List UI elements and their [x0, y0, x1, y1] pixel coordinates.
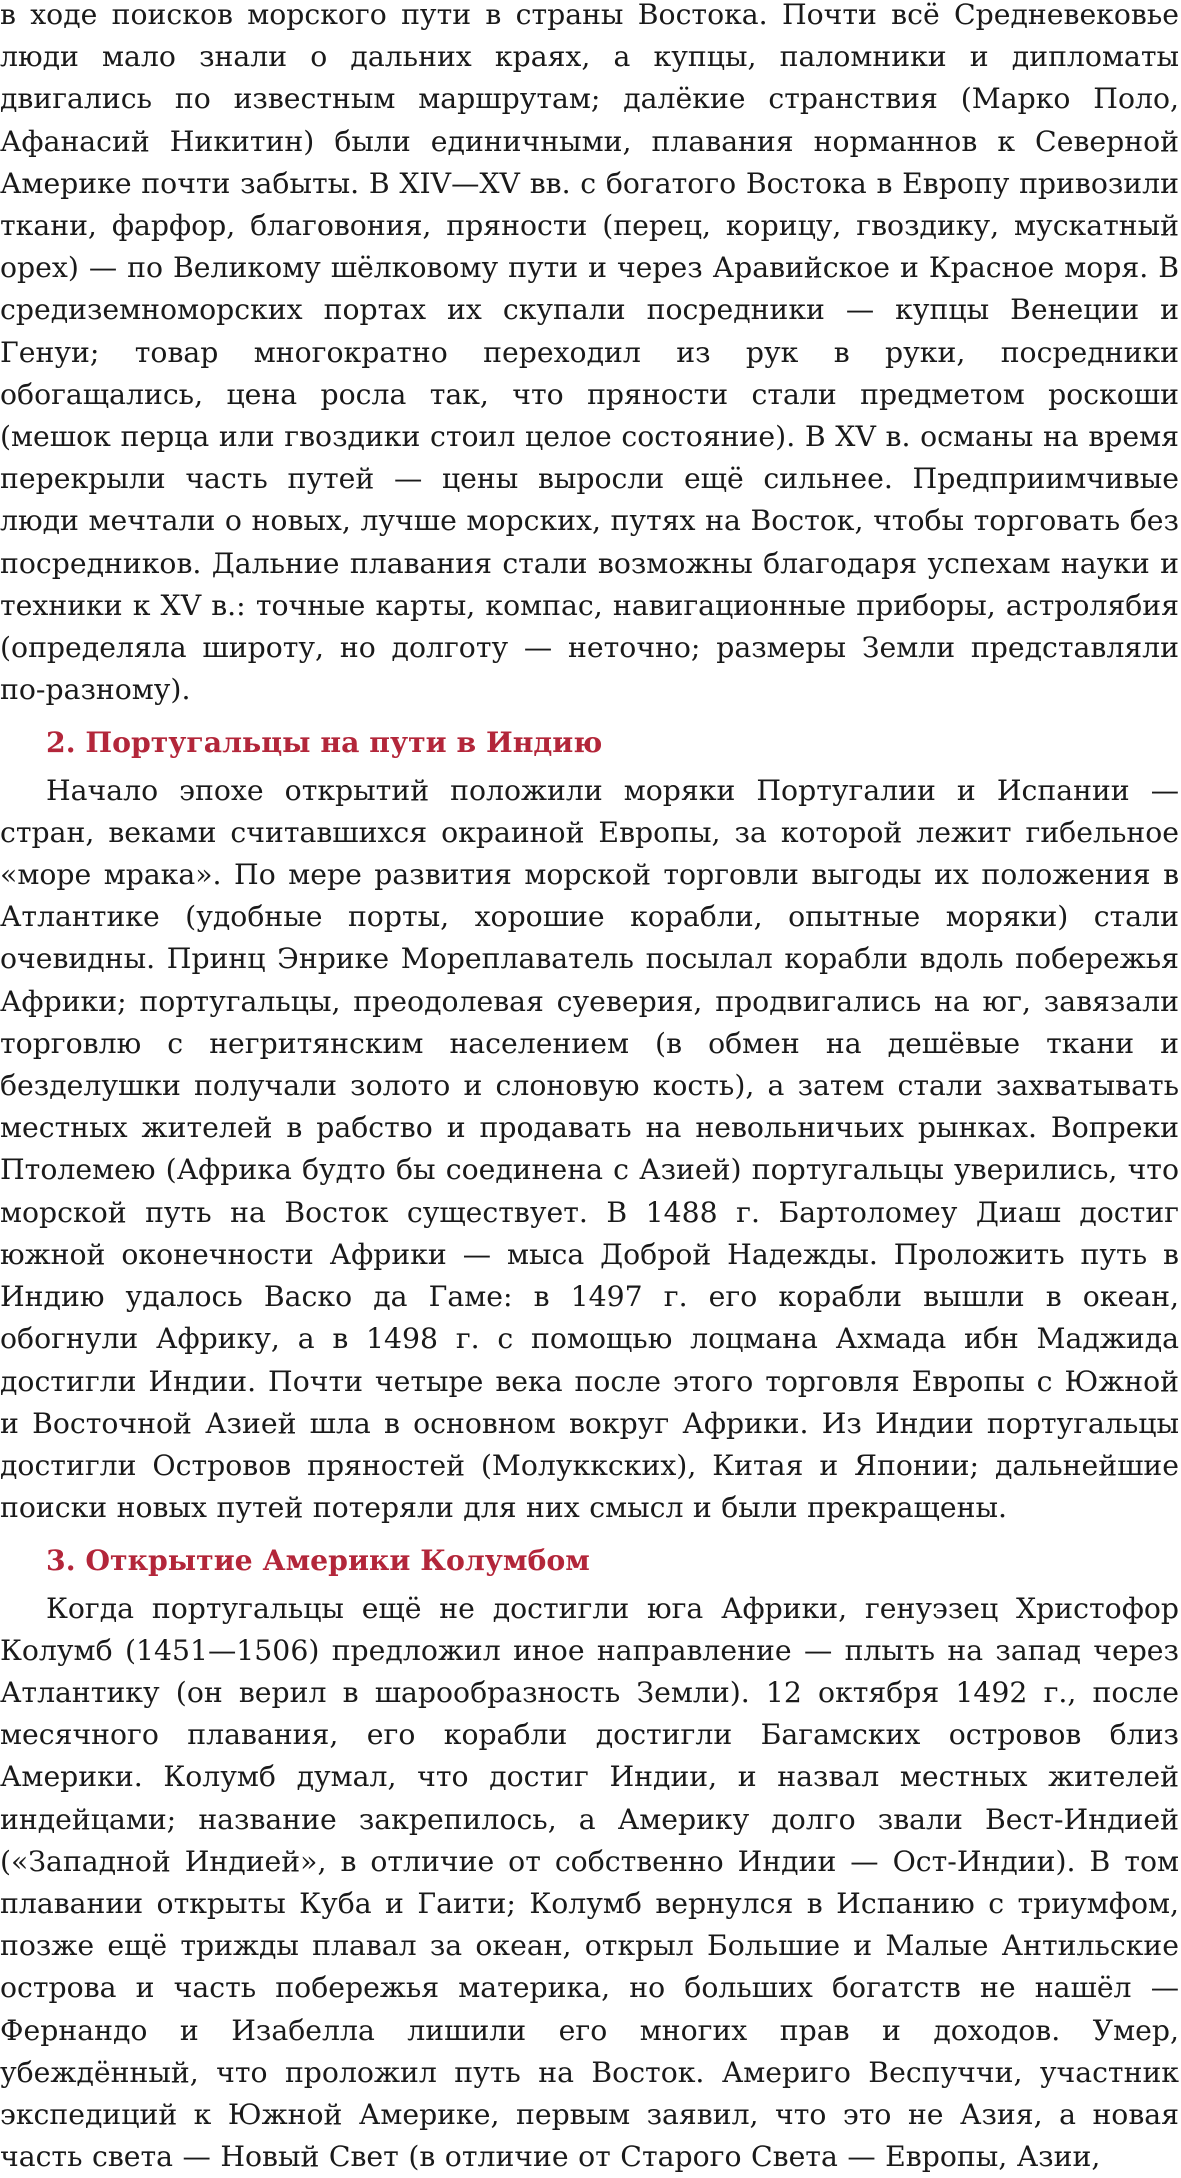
paragraph-intro: в ходе поисков морского пути в страны Востока. Почти всё Средневековье люди мало знали о дальних краях, а купцы, паломники и дипломаты двигались по известным маршрутам; далёкие странствия (Марко Поло, Афанасий Никитин) были единичными, плавания норманнов к Северной Америке почти забыты. В XIV—XV вв. с богатого Востока в Европу привозили ткани, фарфор, благовония, пряности (перец, корицу, гвоздику, мускатный орех) — по Великому шёлковому пути и через Аравийское и Красное моря. В средиземноморских портах их скупали посредники — купцы Венеции и Генуи; товар многократно переходил из рук в руки, посредники обогащались, цена росла так, что пряности стали предметом роскоши (мешок перца или гвоздики стоил целое состояние). В XV в. османы на время перекрыли часть путей — цены выросли ещё сильнее. Предприимчивые люди мечтали о новых, лучше морских, путях на Восток, чтобы торговать без посредников. Дальние плавания стали возможны благодаря успехам науки и техники к XV в.: точные карты, компас, навигационные приборы, астролябия (определяла широту, но долготу — неточно; размеры Земли представляли по-разному).: [0, 0, 1179, 707]
section-heading-portugal: 2. Португальцы на пути в Индию: [46, 725, 603, 760]
paragraph-portugal: Начало эпохе открытий положили моряки Португалии и Испании — стран, веками считавшихся окраиной Европы, за которой лежит гибельное «море мрака». По мере развития морской торговли выгоды их положения в Атлантике (удобные порты, хорошие корабли, опытные моряки) стали очевидны. Принц Энрике Мореплаватель посылал корабли вдоль побережья Африки; португальцы, преодолевая суеверия, продвигались на юг, завязали торговлю с негритянским населением (в обмен на дешёвые ткани и безделушки получали золото и слоновую кость), а затем стали захватывать местных жителей в рабство и продавать на невольничьих рынках. Вопреки Птолемею (Африка будто бы соединена с Азией) португальцы уверились, что морской путь на Восток существует. В 1488 г. Бартоломеу Диаш достиг южной оконечности Африки — мыса Доброй Надежды. Проложить путь в Индию удалось Васко да Гаме: в 1497 г. его корабли вышли в океан, обогнули Африку, а в 1498 г. с помощью лоцмана Ахмада ибн Маджида достигли Индии. Почти четыре века после этого торговля Европы с Южной и Восточной Азией шла в основном вокруг Африки. Из Индии португальцы достигли Островов пряностей (Молуккских), Китая и Японии; дальнейшие поиски новых путей потеряли для них смысл и были прекращены.: [0, 773, 1179, 1525]
paragraph-columbus: Когда португальцы ещё не достигли юга Африки, генуэзец Христофор Колумб (1451—1506) предложил иное направление — плыть на запад через Атлантику (он верил в шарообразность Земли). 12 октября 1492 г., после месячного плавания, его корабли достигли Багамских островов близ Америки. Колумб думал, что достиг Индии, и назвал местных жителей индейцами; название закрепилось, а Америку долго звали Вест-Индией («Западной Индией», в отличие от собственно Индии — Ост-Индии). В том плавании открыты Куба и Гаити; Колумб вернулся в Испанию с триумфом, позже ещё трижды плавал за океан, открыл Большие и Малые Антильские острова и часть побережья материка, но больших богатств не нашёл — Фернандо и Изабелла лишили его многих прав и доходов. Умер, убеждённый, что проложил путь на Восток. Америго Веспуччи, участник экспедиций к Южной Америке, первым заявил, что это не Азия, а новая часть света — Новый Свет (в отличие от Старого Света — Европы, Азии,: [0, 1591, 1179, 2174]
section-heading-columbus: 3. Открытие Америки Колумбом: [46, 1543, 590, 1578]
